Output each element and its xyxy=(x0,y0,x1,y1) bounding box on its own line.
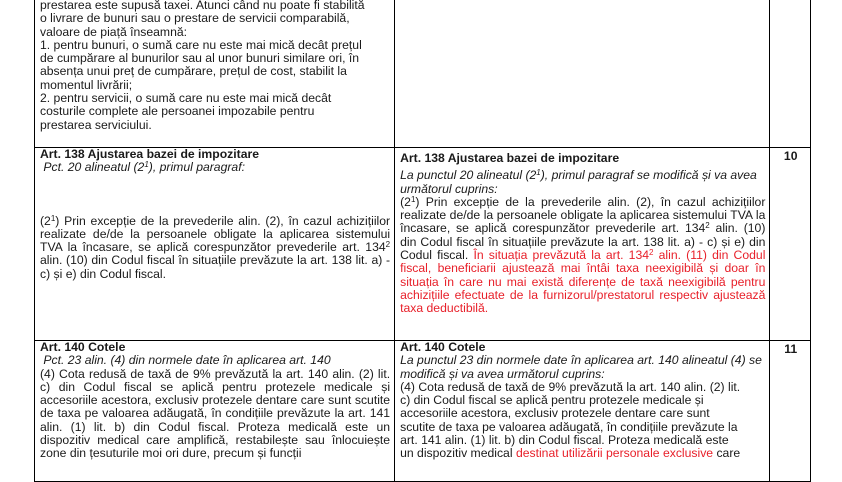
text-line: (4) Cota redusă de taxă de 9% prevăzută la art. 140 alin. (2) lit. xyxy=(400,379,741,394)
body-text: care xyxy=(713,446,741,461)
row3-left-cell xyxy=(35,341,395,482)
text-line: c) din Codul fiscal se aplică pentru protezele medicale și xyxy=(400,393,704,408)
added-text: alin. (11) din Codul fiscal, beneficiarii ajustează mai întâi taxa neexigibilă și doar în situația în care nu mai există diferențe de taxă neexigibilă pentru achizițiile efectuate de la furnizorul/prestatorul respectiv ajustează taxa deductibilă. xyxy=(400,248,766,316)
article-reference xyxy=(40,354,390,367)
text-line: scutite de taxa pe valoarea adăugată, în condițiile prevăzute la xyxy=(400,419,738,434)
article-title: Art. 140 Cotele xyxy=(400,340,486,354)
article-body xyxy=(40,215,390,281)
ref-text: Pct. 20 alineatul (2 xyxy=(43,160,145,175)
intro-text: La punctul 20 alineatul (2 xyxy=(400,168,537,183)
superscript: 2 xyxy=(649,248,654,258)
table-row xyxy=(35,0,811,148)
text-line: costurile complete ale persoanei impozabile pentru xyxy=(40,104,315,119)
article-title: Art. 138 Ajustarea bazei de impozitare xyxy=(400,151,620,165)
row1-right-cell xyxy=(395,0,770,148)
body-text: (2 xyxy=(400,194,411,209)
article-title: Art. 138 Ajustarea bazei de impozitare xyxy=(40,147,259,161)
superscript: 1 xyxy=(50,213,56,223)
superscript: 2 xyxy=(705,221,710,231)
intro-text: ), primul paragraf se modifică și va avea următorul cuprins: xyxy=(400,168,757,196)
text-line: prestarea serviciului. xyxy=(40,117,152,132)
superscript: 1 xyxy=(144,160,149,170)
amendment-intro xyxy=(400,169,765,196)
table-row xyxy=(35,148,811,341)
added-text: destinat utilizării personale exclusive xyxy=(515,446,714,461)
body-text: alin. (10) din Codul fiscal în situațiile prevăzute la art. 138 lit. a) - c) și e) din Codul fiscal. xyxy=(40,253,391,281)
row1-number xyxy=(770,0,811,148)
article-title: Art. 140 Cotele xyxy=(40,340,126,354)
body-text: ) Prin excepție de la prevederile alin. (2), în cazul achizițiilor realizate de/de la persoanele obligate la aplicarea sistemului TVA la încasare, se aplică corespunzător prevederile art. 134 xyxy=(40,213,391,255)
text-line: prestarea este supusă taxei. Atunci când nu poate fi stabilită xyxy=(40,0,365,12)
body-text: alin. (10) din Codul fiscal în situațiile prevăzute la art. 138 lit. a) - c) și e) din Codul fiscal. xyxy=(400,221,766,263)
text-line: accesoriile acestora, exclusiv protezele dentare care sunt xyxy=(400,406,710,421)
amended-body xyxy=(400,196,765,316)
ref-text: ), primul paragraf: xyxy=(148,160,245,175)
superscript: 2 xyxy=(385,240,391,250)
row3-number: 11 xyxy=(770,341,811,482)
body-text: un dispozitiv medical xyxy=(400,446,516,461)
amendment-intro: La punctul 23 din normele date în aplicarea art. 140 alineatul (4) se modifică și va avea următorul cuprins: xyxy=(400,353,762,381)
text-line: 2. pentru servicii, o sumă care nu este mai mică decât xyxy=(40,91,332,106)
row2-left-cell xyxy=(35,148,395,341)
row2-right-cell xyxy=(395,148,770,341)
text-line: valoare de piață înseamnă: xyxy=(40,24,188,39)
superscript: 1 xyxy=(410,194,416,204)
superscript: 1 xyxy=(536,168,541,178)
body-text: (2 xyxy=(40,213,51,228)
row2-number: 10 xyxy=(770,148,811,341)
ref-text: Pct. 23 alin. (4) din normele date în aplicarea art. 140 xyxy=(43,353,331,368)
article-reference xyxy=(40,161,390,174)
text-line: o livrare de bunuri sau o prestare de servicii comparabilă, xyxy=(40,11,350,26)
legislation-comparison-table xyxy=(34,0,811,482)
text-line: absența unui preț de cumpărare, prețul de cost, stabilit la xyxy=(40,64,347,79)
row1-left-cell xyxy=(35,0,395,148)
text-line: art. 141 alin. (1) lit. b) din Codul fiscal. Proteza medicală este xyxy=(400,433,729,448)
table-row xyxy=(35,341,811,482)
row3-right-cell xyxy=(395,341,770,482)
article-body: (4) Cota redusă de taxă de 9% prevăzută la art. 140 alin. (2) lit. c) din Codul fiscal se aplică pentru protezele medicale și accesoriile acestora, exclusiv protezele dentare care sunt scutite de taxa pe valoarea adăugată, în condițiile prevăzute la art. 141 alin. (1) lit. b) din Codul fiscal. Proteza medicală este un dispozitiv medical care amplifică, restabilește sau înlocuiește zone din țesuturile moi ori dure, precum și funcții xyxy=(40,366,391,461)
text-line: de cumpărare al bunurilor sau al unor bunuri similare ori, în xyxy=(40,51,360,66)
text-line: 1. pentru bunuri, o sumă care nu este mai mică decât prețul xyxy=(40,37,362,52)
added-text: În situația prevăzută la art. 134 xyxy=(473,248,650,263)
text-line: momentul livrării; xyxy=(40,77,133,92)
text-line xyxy=(400,447,765,460)
body-text: ) Prin excepție de la prevederile alin. (2), în cazul achizițiilor realizate de/de la persoanele obligate la aplicarea sistemului TVA la încasare, se aplică corespunzător prevederile art. 134 xyxy=(400,194,766,236)
